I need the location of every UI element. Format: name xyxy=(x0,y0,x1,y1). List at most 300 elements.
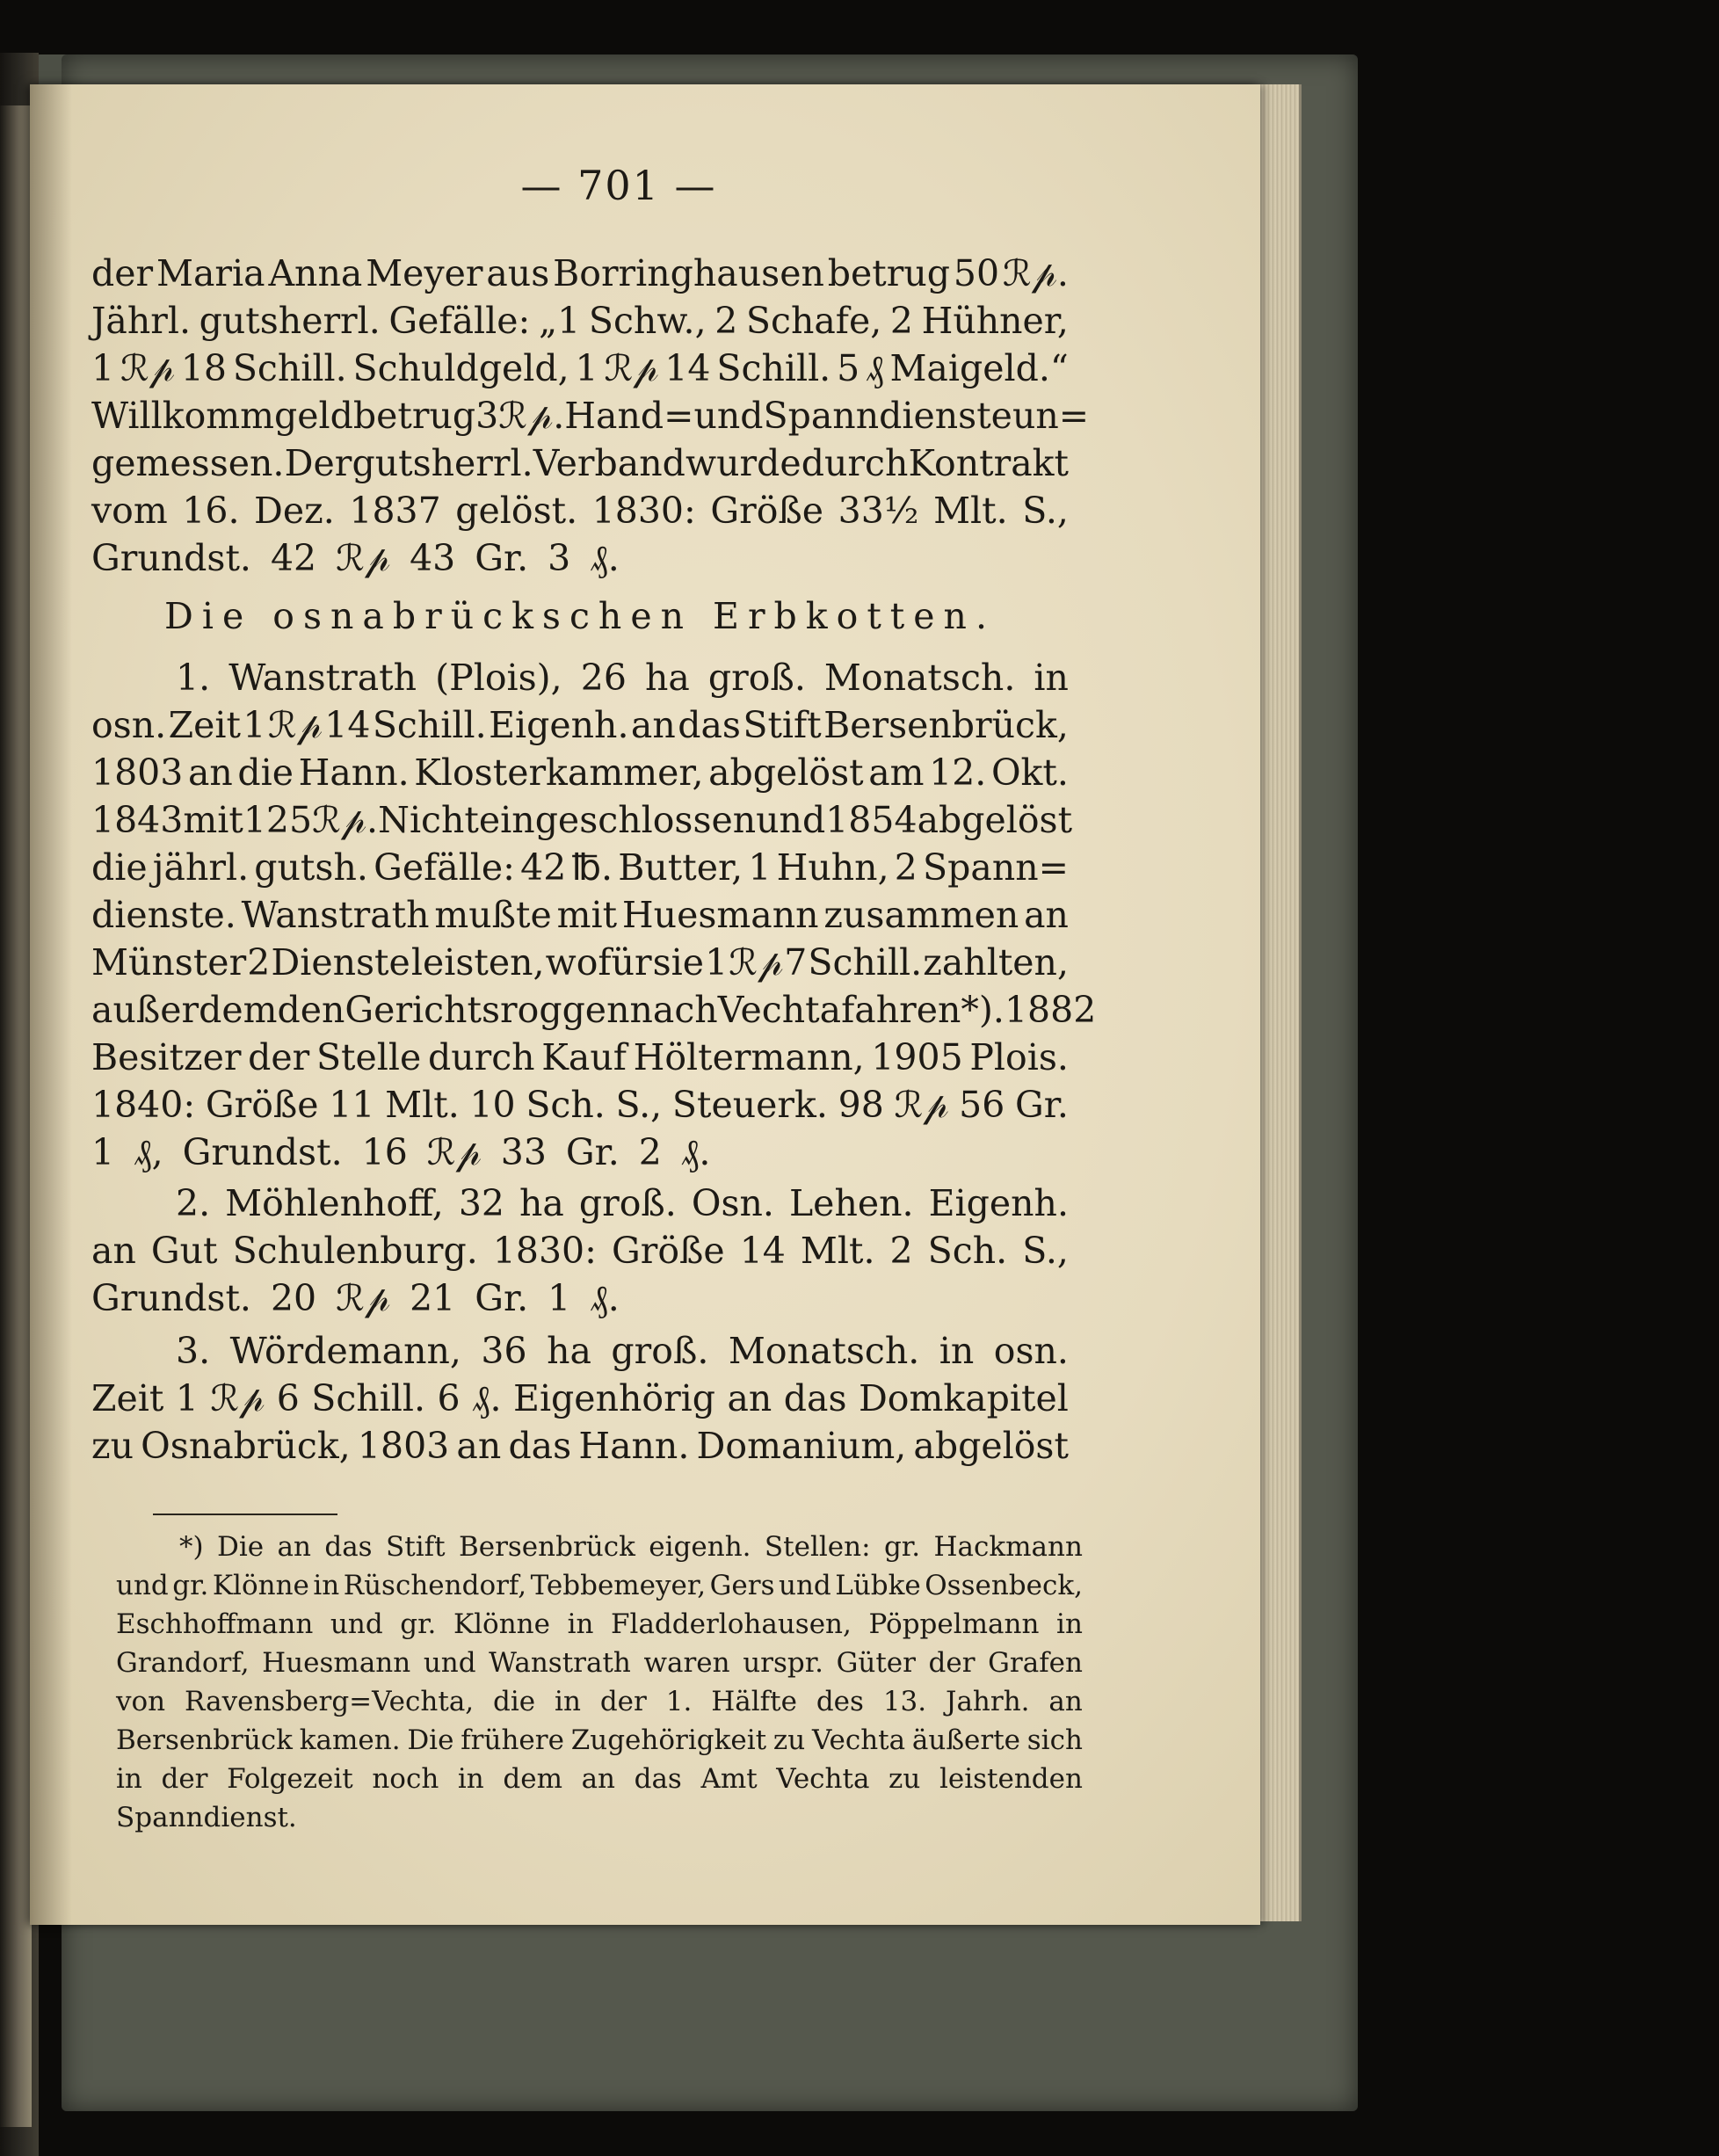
word: osn. xyxy=(993,1330,1069,1372)
word: 3 xyxy=(548,537,571,579)
word: Eschhoffmann xyxy=(116,1608,314,1640)
word: nach xyxy=(629,989,718,1031)
word: Sch. xyxy=(526,1084,606,1126)
word: 2 xyxy=(714,300,738,342)
word: Wördemann, xyxy=(229,1330,461,1372)
word: osn. xyxy=(91,704,167,746)
body-line xyxy=(91,1081,1069,1129)
word: 50 xyxy=(953,252,1000,294)
body-line xyxy=(91,439,1069,487)
word: frühere xyxy=(461,1724,564,1756)
word: ℛ𝓅 xyxy=(267,704,323,746)
word: Stift xyxy=(386,1531,446,1563)
word: Bersenbrück xyxy=(458,1531,635,1563)
word: Größe xyxy=(710,490,824,532)
word: zu xyxy=(772,1724,806,1756)
word: 3 xyxy=(475,395,499,437)
body-line xyxy=(91,986,1097,1034)
word: das xyxy=(783,1377,847,1419)
word: Schill. xyxy=(311,1377,426,1419)
word: ℔. xyxy=(571,846,613,889)
word: Amt xyxy=(700,1763,758,1795)
word: ha xyxy=(547,1330,591,1372)
word: Anna xyxy=(268,252,363,294)
word: Grundst. xyxy=(91,537,251,579)
word: 1830: xyxy=(492,1230,597,1272)
word: der xyxy=(599,1686,647,1717)
word: ℛ𝓅 xyxy=(894,1084,949,1126)
word: die xyxy=(91,846,148,889)
word: 11 xyxy=(329,1084,375,1126)
word: Wanstrath xyxy=(228,657,417,699)
word: sich xyxy=(1026,1724,1083,1756)
word: Höltermann, xyxy=(633,1036,865,1078)
word: an xyxy=(456,1425,502,1467)
word: zu xyxy=(91,1425,134,1467)
body-line xyxy=(91,796,1073,844)
word: 26 xyxy=(580,657,627,699)
word: an xyxy=(727,1377,772,1419)
word: betrug xyxy=(352,395,476,437)
word: S., xyxy=(1022,490,1069,532)
word: an xyxy=(1024,894,1069,936)
word: Lübke xyxy=(835,1570,921,1601)
word: abgelöst xyxy=(708,751,864,794)
word: Mlt. xyxy=(385,1084,460,1126)
word: Jahrh. xyxy=(946,1686,1030,1717)
body-line xyxy=(91,1375,1069,1422)
word: Domkapitel xyxy=(858,1377,1069,1419)
word: und xyxy=(116,1570,169,1601)
word: außerdem xyxy=(91,989,278,1031)
word: Wanstrath xyxy=(489,1647,631,1679)
word: Plois. xyxy=(969,1036,1069,1078)
word: Sch. xyxy=(927,1230,1008,1272)
word: aus xyxy=(486,252,550,294)
word: 21 xyxy=(410,1277,456,1319)
word: 6 xyxy=(276,1377,300,1419)
word: ℛ𝓅 xyxy=(336,537,391,579)
word: Butter, xyxy=(618,846,743,889)
word: vom xyxy=(91,490,168,532)
word: in xyxy=(313,1570,340,1601)
body-line xyxy=(91,1274,1069,1322)
word: Jährl. xyxy=(91,300,192,342)
body-line xyxy=(91,250,1069,297)
word: noch xyxy=(372,1763,439,1795)
word: am xyxy=(868,751,925,794)
word: Hühner, xyxy=(921,300,1069,342)
word: Huhn, xyxy=(776,846,889,889)
word: Grundst. xyxy=(91,1277,251,1319)
body-line xyxy=(176,1180,1069,1227)
word: ℛ𝓅. xyxy=(312,799,379,841)
word: in xyxy=(116,1763,142,1795)
word: Eigenh. xyxy=(928,1182,1069,1224)
word: Der xyxy=(284,442,352,484)
word: Schill. xyxy=(808,941,923,984)
body-line xyxy=(91,1422,1069,1470)
word: Okt. xyxy=(990,751,1069,794)
word: Huesmann xyxy=(621,894,819,936)
word: das xyxy=(508,1425,572,1467)
word: Kauf xyxy=(541,1036,627,1078)
word: Monatsch. xyxy=(823,657,1016,699)
word: ℛ𝓅 xyxy=(120,347,175,389)
word: 1. xyxy=(665,1686,693,1717)
word: Dez. xyxy=(254,490,335,532)
footnote-line: Spanndienst. xyxy=(116,1802,297,1833)
body-line xyxy=(91,392,1090,439)
word: *) xyxy=(179,1531,204,1563)
word: Osn. xyxy=(691,1182,774,1224)
word: Maigeld.“ xyxy=(889,347,1069,389)
word: wurde xyxy=(685,442,801,484)
word: eingeschlossen xyxy=(478,799,757,841)
word: 13. xyxy=(882,1686,927,1717)
word: eigenh. xyxy=(649,1531,751,1563)
word: 98 xyxy=(838,1084,884,1126)
word: an xyxy=(277,1531,311,1563)
word: an xyxy=(91,1230,136,1272)
word: das xyxy=(324,1531,373,1563)
word: Nicht xyxy=(378,799,479,841)
word: Hälfte xyxy=(711,1686,797,1717)
word: Domanium, xyxy=(696,1425,907,1467)
footnote-line xyxy=(179,1529,1083,1564)
word: Gefälle: xyxy=(388,300,531,342)
word: 5 xyxy=(837,347,860,389)
body-line xyxy=(176,1327,1069,1375)
word: Besitzer xyxy=(91,1036,242,1078)
body-line xyxy=(91,297,1069,345)
footnote-line xyxy=(116,1723,1083,1758)
word: Kontrakt xyxy=(908,442,1069,484)
word: 36 xyxy=(481,1330,527,1372)
word: sie xyxy=(652,941,705,984)
word: zahlten, xyxy=(923,941,1069,984)
word: ℛ𝓅 xyxy=(336,1277,391,1319)
word: Vechta xyxy=(776,1763,870,1795)
word: 14 xyxy=(739,1230,786,1272)
word: ha xyxy=(644,657,690,699)
word: Schafe, xyxy=(745,300,882,342)
word: in xyxy=(567,1608,594,1640)
footnote-rule xyxy=(153,1514,337,1515)
word: 2. xyxy=(176,1182,211,1224)
word: 6 xyxy=(437,1377,461,1419)
word: Münster xyxy=(91,941,247,984)
word: mußte xyxy=(434,894,552,936)
word: ₰ xyxy=(866,347,884,389)
word: ℛ𝓅 xyxy=(604,347,659,389)
body-line xyxy=(91,891,1069,939)
word: ₰, xyxy=(134,1131,163,1173)
word: 1843 xyxy=(91,799,184,841)
body-line xyxy=(91,534,1069,582)
word: Eigenhörig xyxy=(513,1377,716,1419)
body-line xyxy=(91,1129,1069,1176)
word: 14 xyxy=(664,347,711,389)
word: das xyxy=(678,704,741,746)
gutter-shadow xyxy=(30,84,72,1925)
word: Schulenburg. xyxy=(232,1230,478,1272)
word: Ossenbeck, xyxy=(925,1570,1083,1601)
word: Lehen. xyxy=(788,1182,914,1224)
word: groß. xyxy=(578,1182,677,1224)
body-line xyxy=(91,844,1069,891)
word: Zugehörigkeit xyxy=(570,1724,767,1756)
word: groß. xyxy=(611,1330,709,1372)
word: betrug xyxy=(827,252,950,294)
word: 10 xyxy=(469,1084,516,1126)
word: 2 xyxy=(889,1230,913,1272)
word: zu xyxy=(889,1763,921,1795)
word: und xyxy=(693,395,764,437)
word: Eigenh. xyxy=(489,704,629,746)
footnote-line xyxy=(116,1761,1083,1797)
word: 1830: xyxy=(591,490,696,532)
word: Pöppelmann xyxy=(868,1608,1040,1640)
footnote-line xyxy=(116,1684,1083,1719)
word: 1837 xyxy=(349,490,441,532)
word: ₰. xyxy=(472,1377,502,1419)
facing-page-edge xyxy=(0,105,32,2127)
word: abgelöst xyxy=(917,799,1073,841)
word: 33 xyxy=(500,1131,547,1173)
body-line xyxy=(91,939,1069,986)
word: Bersenbrück, xyxy=(823,704,1069,746)
word: Stellen: xyxy=(764,1531,871,1563)
body-line xyxy=(176,654,1069,701)
word: Die xyxy=(407,1724,454,1756)
word: Hann. xyxy=(578,1425,690,1467)
word: Maria xyxy=(156,252,265,294)
word: 1854 xyxy=(825,799,918,841)
footnote-line xyxy=(116,1645,1083,1681)
word: 1882 xyxy=(1004,989,1097,1031)
word: Schill. xyxy=(372,704,487,746)
word: (Plois), xyxy=(435,657,562,699)
word: von xyxy=(116,1686,166,1717)
word: der xyxy=(248,1036,310,1078)
word: Bersenbrück xyxy=(116,1724,293,1756)
word: Größe xyxy=(611,1230,725,1272)
word: S., xyxy=(1022,1230,1069,1272)
word: in xyxy=(1034,657,1069,699)
word: Gr. xyxy=(475,1277,529,1319)
word: Huesmann xyxy=(262,1647,411,1679)
word: Klönne xyxy=(453,1608,550,1640)
word: Vechta xyxy=(717,989,842,1031)
word: Gefälle: xyxy=(374,846,515,889)
word: gr. xyxy=(400,1608,437,1640)
body-line xyxy=(91,749,1069,796)
word: kamen. xyxy=(299,1724,401,1756)
body-line xyxy=(91,487,1069,534)
word: der xyxy=(91,252,154,294)
word: abgelöst xyxy=(913,1425,1069,1467)
body-line xyxy=(91,1034,1069,1081)
word: jährl. xyxy=(152,846,250,889)
word: Größe xyxy=(205,1084,319,1126)
word: Meyer xyxy=(366,252,483,294)
word: Ravensberg=Vechta, xyxy=(185,1686,475,1717)
word: 2 xyxy=(894,846,918,889)
word: Tebbemeyer, xyxy=(530,1570,707,1601)
word: des xyxy=(816,1686,864,1717)
word: Gerichtsroggen xyxy=(345,989,630,1031)
word: die xyxy=(237,751,294,794)
word: mit xyxy=(183,799,243,841)
word: Grundst. xyxy=(182,1131,343,1173)
footnote-line xyxy=(116,1568,1083,1603)
word: 16. xyxy=(182,490,240,532)
word: in xyxy=(1056,1608,1083,1640)
word: in xyxy=(555,1686,581,1717)
word: Spanndienste xyxy=(763,395,1012,437)
word: Güter xyxy=(836,1647,916,1679)
word: das xyxy=(634,1763,682,1795)
word: und xyxy=(330,1608,383,1640)
word: 43 xyxy=(410,537,456,579)
word: 14 xyxy=(324,704,371,746)
word: ₰. xyxy=(590,1277,620,1319)
word: 18 xyxy=(180,347,227,389)
word: ℛ𝓅 xyxy=(210,1377,265,1419)
word: Rüschendorf, xyxy=(343,1570,527,1601)
word: 32 xyxy=(458,1182,504,1224)
word: Hackmann xyxy=(933,1531,1083,1563)
word: 42 xyxy=(270,537,317,579)
word: ℛ𝓅 xyxy=(729,941,784,984)
word: in xyxy=(457,1763,484,1795)
word: Stelle xyxy=(316,1036,422,1078)
word: wofür xyxy=(545,941,652,984)
word: 42 xyxy=(520,846,567,889)
word: Willkommgeld xyxy=(91,395,353,437)
word: 1 xyxy=(91,347,115,389)
word: 1803 xyxy=(357,1425,450,1467)
word: 1 xyxy=(175,1377,199,1419)
word: Zeit xyxy=(91,1377,164,1419)
word: Fladderlohausen, xyxy=(611,1608,852,1640)
word: 1 xyxy=(705,941,729,984)
word: 1840: xyxy=(91,1084,196,1126)
word: Gr. xyxy=(565,1131,620,1173)
word: äußerte xyxy=(911,1724,1020,1756)
body-line: Die osnabrückschen Erbkotten. xyxy=(164,595,996,637)
word: der xyxy=(928,1647,976,1679)
word: gr. xyxy=(883,1531,921,1563)
word: Hann. xyxy=(298,751,410,794)
body-line xyxy=(91,1227,1069,1274)
word: an xyxy=(630,704,676,746)
word: und xyxy=(778,1570,831,1601)
word: S., xyxy=(615,1084,663,1126)
word: 16 xyxy=(361,1131,408,1173)
word: Die xyxy=(217,1531,265,1563)
word: durch xyxy=(801,442,909,484)
word: 2 xyxy=(638,1131,662,1173)
word: 7 xyxy=(784,941,808,984)
body-line xyxy=(91,345,1069,392)
word: 1 xyxy=(91,1131,115,1173)
word: urspr. xyxy=(743,1647,824,1679)
word: leistenden xyxy=(939,1763,1083,1795)
word: 1803 xyxy=(91,751,184,794)
word: dienste. xyxy=(91,894,236,936)
word: Gut xyxy=(150,1230,218,1272)
word: ℛ𝓅. xyxy=(498,395,565,437)
word: leisten, xyxy=(410,941,545,984)
word: fahren*). xyxy=(841,989,1005,1031)
page-number: — 701 — xyxy=(520,162,717,209)
word: Möhlenhoff, xyxy=(225,1182,444,1224)
word: in xyxy=(939,1330,975,1372)
word: Gr. xyxy=(475,537,529,579)
word: gr. xyxy=(172,1570,209,1601)
word: 12. xyxy=(929,751,987,794)
word: ℛ𝓅. xyxy=(1002,252,1069,294)
word: den xyxy=(277,989,345,1031)
word: 56 xyxy=(959,1084,1005,1126)
word: Klosterkammer, xyxy=(414,751,704,794)
word: Schill. xyxy=(232,347,347,389)
word: Steuerk. xyxy=(671,1084,828,1126)
word: Mlt. xyxy=(933,490,1008,532)
word: Dienste xyxy=(271,941,410,984)
word: Vechta xyxy=(811,1724,906,1756)
word: ₰. xyxy=(680,1131,711,1173)
word: 20 xyxy=(270,1277,317,1319)
footnote-line xyxy=(116,1607,1083,1642)
word: Schill. xyxy=(716,347,831,389)
word: Zeit xyxy=(168,704,241,746)
word: gutsherrl. xyxy=(352,442,533,484)
word: ℛ𝓅 xyxy=(426,1131,482,1173)
word: ₰. xyxy=(590,537,620,579)
word: 1 xyxy=(243,704,266,746)
word: „1 xyxy=(538,300,581,342)
word: und xyxy=(423,1647,476,1679)
word: Grandorf, xyxy=(116,1647,250,1679)
word: durch xyxy=(427,1036,535,1078)
word: gelöst. xyxy=(455,490,578,532)
word: gutsh. xyxy=(254,846,368,889)
word: Gers xyxy=(709,1570,775,1601)
word: waren xyxy=(643,1647,730,1679)
word: Mlt. xyxy=(800,1230,875,1272)
word: mit xyxy=(556,894,618,936)
word: und xyxy=(756,799,826,841)
word: dem xyxy=(503,1763,562,1795)
word: Verband xyxy=(533,442,685,484)
word: gutsherrl. xyxy=(199,300,381,342)
word: Borringhausen xyxy=(553,252,824,294)
word: an xyxy=(187,751,233,794)
word: Gr. xyxy=(1015,1084,1069,1126)
word: Stift xyxy=(743,704,822,746)
word: an xyxy=(581,1763,616,1795)
word: Hand= xyxy=(564,395,694,437)
word: 2 xyxy=(247,941,271,984)
word: 1 xyxy=(548,1277,571,1319)
word: gemessen. xyxy=(91,442,285,484)
word: an xyxy=(1048,1686,1083,1717)
word: Osnabrück, xyxy=(141,1425,351,1467)
word: groß. xyxy=(707,657,806,699)
